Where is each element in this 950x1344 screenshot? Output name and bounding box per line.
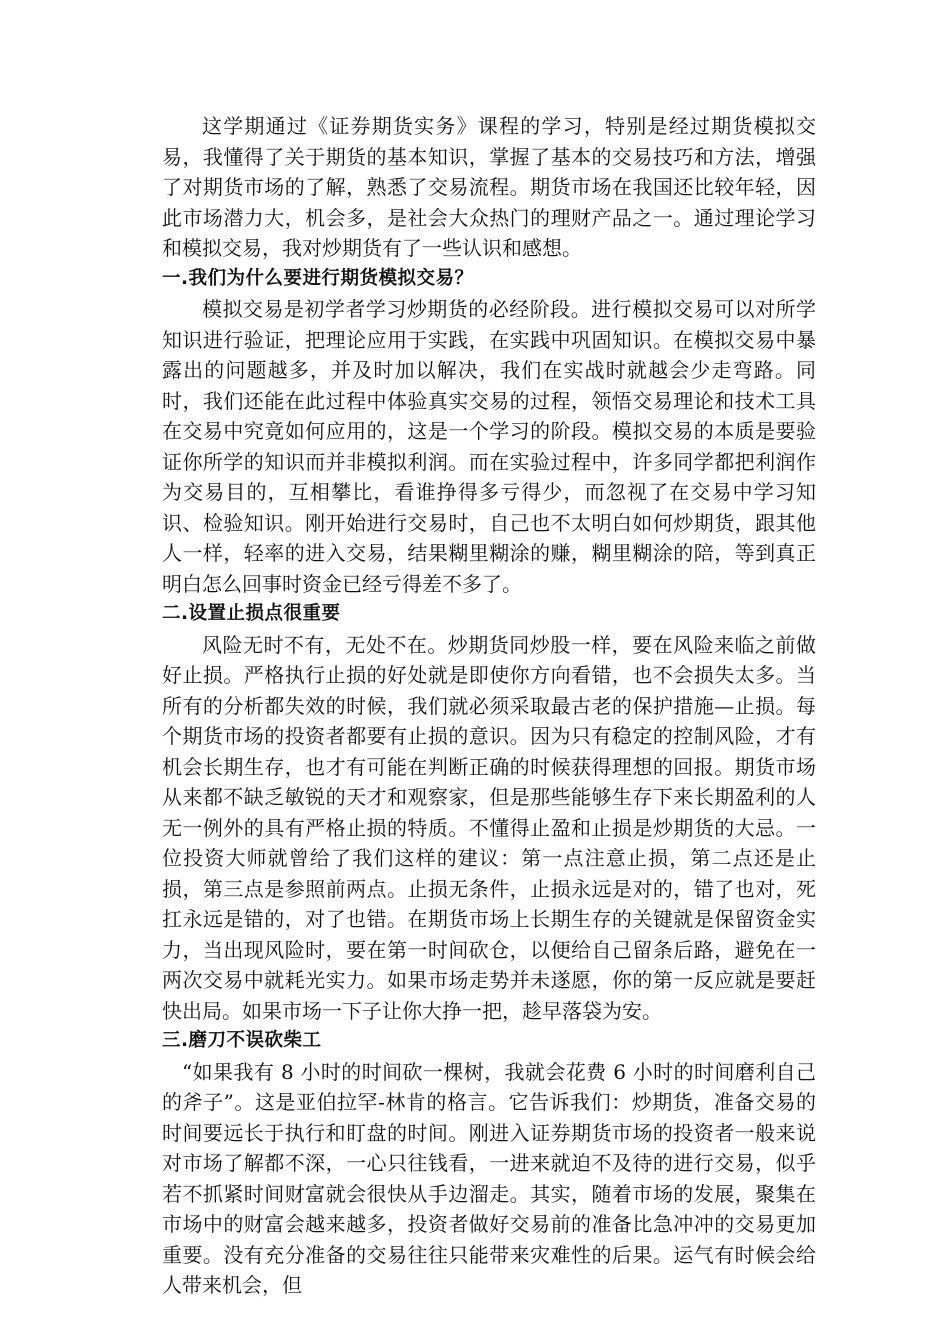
section-body-2: 风险无时不有，无处不在。炒期货同炒股一样，要在风险来临之前做好止损。严格执行止损的好处就是即使你方向看错，也不会损失太多。当所有的分析都失效的时候，我们就必须采取最古老的保护措施—止损。每个期货市场的投资者都要有止损的意识。因为只有稳定的控制风险，才有机会长期生存，也才有可能在判断正确的时候获得理想的回报。期货市场从来都不缺乏敏锐的天才和观察家，但是那些能够生存下来长期盈利的人无一例外的具有严格止损的特质。不懂得止盈和止损是炒期货的大忌。一位投资大师就曾给了我们这样的建议：第一点注意止损，第二点还是止损，第三点是参照前两点。止损无条件，止损永远是对的，错了也对，死扛永远是错的，对了也错。在期货市场上长期生存的关键就是保留资金实力，当出现风险时，要在第一时间砍仓，以便给自己留条后路，避免在一两次交易中就耗光实力。如果市场走势并未遂愿，你的第一反应就是要赶快出局。如果市场一下子让你大挣一把，趁早落袋为安。 <box>162 632 816 1023</box>
section-heading-3: 三.磨刀不误砍柴工 <box>162 1030 322 1051</box>
section-body-1: 模拟交易是初学者学习炒期货的必经阶段。进行模拟交易可以对所学知识进行验证，把理论应用于实践，在实践中巩固知识。在模拟交易中暴露出的问题越多，并及时加以解决，我们在实战时就越会少走弯路。同时，我们还能在此过程中体验真实交易的过程，领悟交易理论和技术工具在交易中究竟如何应用的，这是一个学习的阶段。模拟交易的本质是要验证你所学的知识而并非模拟利润。而在实验过程中，许多同学都把利润作为交易目的，互相攀比，看谁挣得多亏得少，而忽视了在交易中学习知识、检验知识。刚开始进行交易时，自己也不太明白如何炒期货，跟其他人一样，轻率的进入交易，结果糊里糊涂的赚，糊里糊涂的陪，等到真正明白怎么回事时资金已经亏得差不多了。 <box>162 297 816 596</box>
section-heading-1: 一.我们为什么要进行期货模拟交易？ <box>162 267 474 289</box>
intro-paragraph: 这学期通过《证券期货实务》课程的学习，特别是经过期货模拟交易，我懂得了关于期货的基本知识，掌握了基本的交易技巧和方法，增强了对期货市场的了解，熟悉了交易流程。期货市场在我国还比较年轻，因此市场潜力大，机会多，是社会大众热门的理财产品之一。通过理论学习和模拟交易，我对炒期货有了一些认识和感想。 <box>162 114 816 260</box>
document-page <box>162 111 816 1301</box>
section-heading-2: 二.设置止损点很重要 <box>162 603 341 624</box>
section-body-3: “如果我有 8 小时的时间砍一棵树，我就会花费 6 小时的时间磨利自己的斧子”。这是亚伯拉罕-林肯的格言。它告诉我们：炒期货，准备交易的时间要远长于执行和盯盘的时间。刚进入证券期货市场的投资者一般来说对市场了解都不深，一心只往钱看，一进来就迫不及待的进行交易，似乎若不抓紧时间财富就会很快从手边溜走。其实，随着市场的发展，聚集在市场中的财富会越来越多，投资者做好交易前的准备比急冲冲的交易更加重要。没有充分准备的交易往往只能带来灾难性的后果。运气有时候会给人带来机会，但 <box>162 1059 816 1297</box>
